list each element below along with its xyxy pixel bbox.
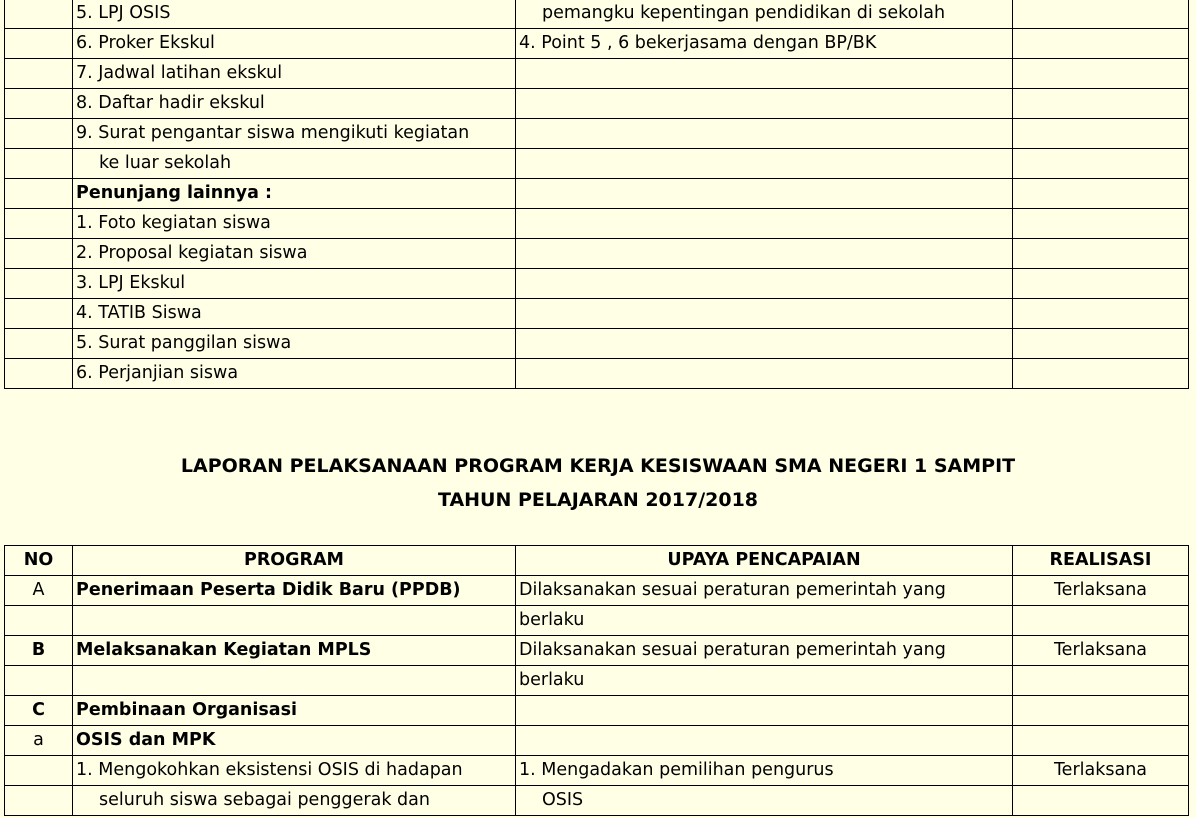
cell-program[interactable]: Penunjang lainnya : — [73, 179, 516, 209]
cell-realisasi[interactable] — [1013, 359, 1189, 389]
cell-no[interactable]: A — [5, 576, 73, 606]
cell-no[interactable]: B — [5, 636, 73, 666]
table-row — [5, 179, 1189, 209]
cell-program[interactable]: 6. Perjanjian siswa — [73, 359, 516, 389]
cell-realisasi[interactable] — [1013, 269, 1189, 299]
cell-upaya[interactable] — [516, 269, 1013, 299]
cell-realisasi[interactable] — [1013, 786, 1189, 816]
cell-program[interactable]: ke luar sekolah — [73, 149, 516, 179]
table-row — [5, 576, 1189, 606]
header-upaya[interactable]: UPAYA PENCAPAIAN — [516, 546, 1013, 576]
cell-upaya[interactable] — [516, 726, 1013, 756]
table-row — [5, 299, 1189, 329]
cell-upaya[interactable] — [516, 149, 1013, 179]
table-row — [5, 359, 1189, 389]
cell-program[interactable]: 9. Surat pengantar siswa mengikuti kegiatan — [73, 119, 516, 149]
header-no[interactable]: NO — [5, 546, 73, 576]
cell-program[interactable]: 5. LPJ OSIS — [73, 0, 516, 29]
table-row — [5, 606, 1189, 636]
cell-upaya[interactable] — [516, 59, 1013, 89]
cell-realisasi[interactable] — [1013, 696, 1189, 726]
table-row — [5, 666, 1189, 696]
cell-upaya[interactable] — [516, 179, 1013, 209]
table-row — [5, 756, 1189, 786]
cell-program[interactable]: 7. Jadwal latihan ekskul — [73, 59, 516, 89]
table-row — [5, 696, 1189, 726]
cell-program[interactable]: Pembinaan Organisasi — [73, 696, 516, 726]
cell-upaya[interactable]: pemangku kepentingan pendidikan di sekolah — [516, 0, 1013, 29]
cell-realisasi[interactable] — [1013, 299, 1189, 329]
report-title: LAPORAN PELAKSANAAN PROGRAM KERJA KESISWAAN SMA NEGERI 1 SAMPIT — [180, 455, 1016, 477]
table-row — [5, 149, 1189, 179]
table-row — [5, 239, 1189, 269]
cell-no[interactable] — [5, 606, 73, 636]
table-row — [5, 329, 1189, 359]
cell-realisasi[interactable] — [1013, 59, 1189, 89]
cell-upaya[interactable]: berlaku — [516, 666, 1013, 696]
cell-no[interactable]: a — [5, 726, 73, 756]
cell-no[interactable] — [5, 179, 73, 209]
cell-realisasi[interactable]: Terlaksana — [1013, 636, 1189, 666]
cell-upaya[interactable]: Dilaksanakan sesuai peraturan pemerintah yang — [516, 636, 1013, 666]
cell-realisasi[interactable] — [1013, 0, 1189, 29]
table-row — [5, 209, 1189, 239]
cell-upaya[interactable] — [516, 359, 1013, 389]
cell-no[interactable] — [5, 786, 73, 816]
table-row — [5, 636, 1189, 666]
cell-realisasi[interactable] — [1013, 239, 1189, 269]
cell-realisasi[interactable] — [1013, 329, 1189, 359]
table-row — [5, 0, 1189, 29]
cell-realisasi[interactable] — [1013, 179, 1189, 209]
cell-realisasi[interactable] — [1013, 119, 1189, 149]
cell-upaya[interactable] — [516, 239, 1013, 269]
cell-program[interactable]: 3. LPJ Ekskul — [73, 269, 516, 299]
cell-program[interactable] — [73, 666, 516, 696]
cell-no[interactable] — [5, 59, 73, 89]
cell-no[interactable] — [5, 119, 73, 149]
cell-no[interactable]: C — [5, 696, 73, 726]
cell-program[interactable]: OSIS dan MPK — [73, 726, 516, 756]
header-realisasi[interactable]: REALISASI — [1013, 546, 1189, 576]
cell-realisasi[interactable] — [1013, 149, 1189, 179]
cell-realisasi[interactable] — [1013, 89, 1189, 119]
cell-upaya[interactable]: 1. Mengadakan pemilihan pengurus — [516, 756, 1013, 786]
cell-program[interactable]: 2. Proposal kegiatan siswa — [73, 239, 516, 269]
cell-upaya[interactable]: Dilaksanakan sesuai peraturan pemerintah yang — [516, 576, 1013, 606]
cell-no[interactable] — [5, 239, 73, 269]
cell-upaya[interactable] — [516, 696, 1013, 726]
cell-upaya[interactable] — [516, 329, 1013, 359]
cell-program[interactable]: Penerimaan Peserta Didik Baru (PPDB) — [73, 576, 516, 606]
table-row — [5, 726, 1189, 756]
cell-program[interactable]: 1. Mengokohkan eksistensi OSIS di hadapan — [73, 756, 516, 786]
cell-upaya[interactable]: 4. Point 5 , 6 bekerjasama dengan BP/BK — [516, 29, 1013, 59]
cell-realisasi[interactable] — [1013, 209, 1189, 239]
cell-no[interactable] — [5, 209, 73, 239]
cell-realisasi[interactable] — [1013, 29, 1189, 59]
cell-realisasi[interactable]: Terlaksana — [1013, 576, 1189, 606]
cell-no[interactable] — [5, 666, 73, 696]
cell-no[interactable] — [5, 29, 73, 59]
cell-no[interactable] — [5, 299, 73, 329]
cell-program[interactable]: 6. Proker Ekskul — [73, 29, 516, 59]
cell-program[interactable]: seluruh siswa sebagai penggerak dan — [73, 786, 516, 816]
cell-upaya[interactable] — [516, 119, 1013, 149]
cell-program[interactable]: Melaksanakan Kegiatan MPLS — [73, 636, 516, 666]
table-row — [5, 59, 1189, 89]
cell-program[interactable]: 5. Surat panggilan siswa — [73, 329, 516, 359]
cell-realisasi[interactable] — [1013, 726, 1189, 756]
report-subtitle: TAHUN PELAJARAN 2017/2018 — [437, 489, 759, 511]
cell-upaya[interactable] — [516, 89, 1013, 119]
table-row — [5, 89, 1189, 119]
cell-no[interactable] — [5, 756, 73, 786]
cell-program[interactable]: 8. Daftar hadir ekskul — [73, 89, 516, 119]
cell-realisasi[interactable]: Terlaksana — [1013, 756, 1189, 786]
cell-upaya[interactable]: OSIS — [516, 786, 1013, 816]
cell-no[interactable] — [5, 89, 73, 119]
cell-no[interactable] — [5, 0, 73, 29]
cell-realisasi[interactable] — [1013, 666, 1189, 696]
cell-realisasi[interactable] — [1013, 606, 1189, 636]
cell-upaya[interactable] — [516, 209, 1013, 239]
cell-no[interactable] — [5, 269, 73, 299]
header-row — [5, 546, 1189, 576]
cell-no[interactable] — [5, 359, 73, 389]
cell-no[interactable] — [5, 149, 73, 179]
table-row — [5, 119, 1189, 149]
table-row — [5, 29, 1189, 59]
header-program[interactable]: PROGRAM — [73, 546, 516, 576]
cell-upaya[interactable] — [516, 299, 1013, 329]
cell-no[interactable] — [5, 329, 73, 359]
top-table-continuation — [4, 0, 1189, 389]
table-row — [5, 269, 1189, 299]
cell-program[interactable] — [73, 606, 516, 636]
table-row — [5, 786, 1189, 816]
cell-program[interactable]: 1. Foto kegiatan siswa — [73, 209, 516, 239]
report-table — [4, 545, 1189, 816]
cell-program[interactable]: 4. TATIB Siswa — [73, 299, 516, 329]
cell-upaya[interactable]: berlaku — [516, 606, 1013, 636]
